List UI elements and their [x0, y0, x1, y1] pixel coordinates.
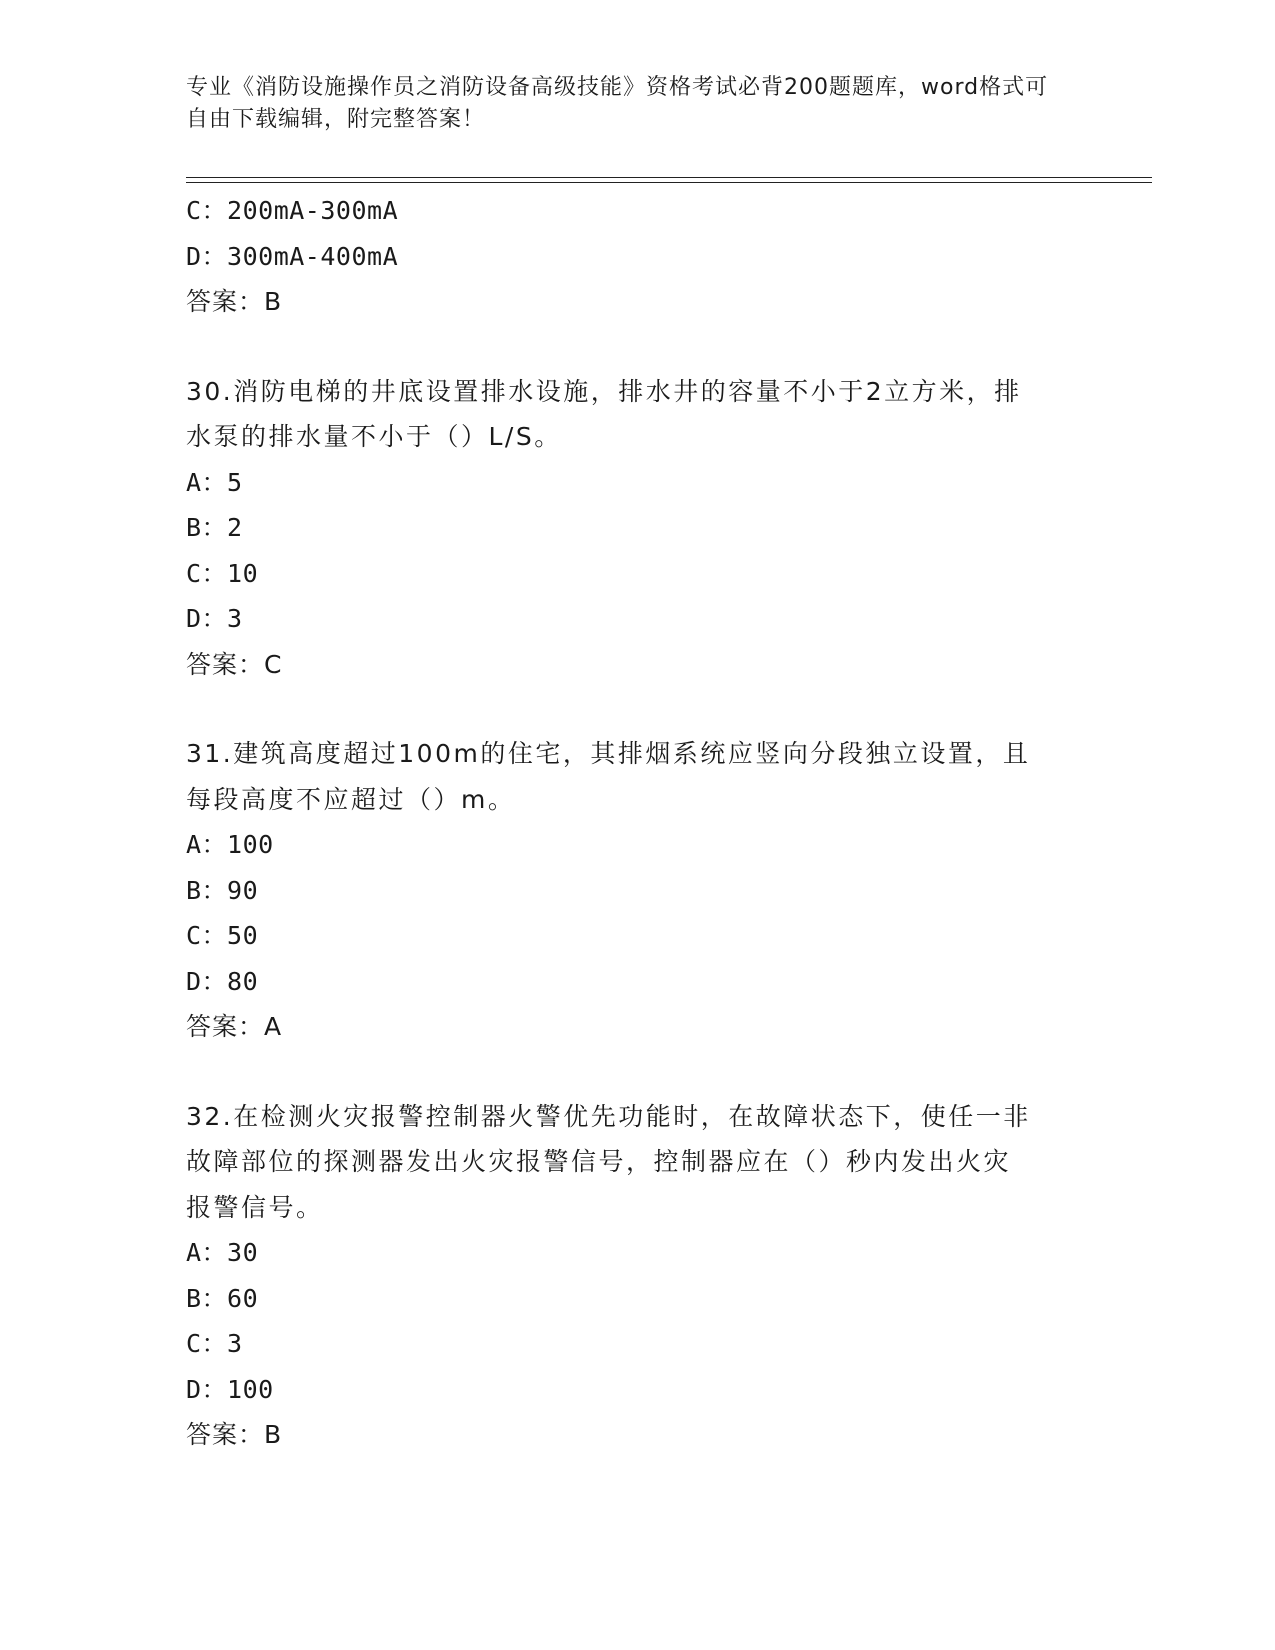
- answer-line: 答案：B: [186, 287, 283, 316]
- option-d: D：80: [186, 966, 259, 996]
- question-text-line: 报警信号。: [186, 1192, 324, 1222]
- question-text-line: 每段高度不应超过（）m。: [186, 784, 516, 814]
- answer-line: 答案：A: [186, 1012, 283, 1041]
- option-c: C：200mA-300mA: [186, 196, 399, 225]
- option-c: C：3: [186, 1329, 243, 1358]
- answer-line: 答案：B: [186, 1420, 283, 1449]
- question-text-line: 30.消防电梯的井底设置排水设施，排水井的容量不小于2立方米，排: [186, 376, 1022, 406]
- option-d: D：3: [186, 604, 243, 633]
- question-text-line: 32.在检测火灾报警控制器火警优先功能时，在故障状态下，使任一非: [186, 1101, 1031, 1131]
- option-c: C：10: [186, 558, 259, 588]
- question-list: [186, 188, 1086, 1458]
- question-text-line: 故障部位的探测器发出火灾报警信号，控制器应在（）秒内发出火灾: [186, 1147, 1012, 1176]
- spacer: [186, 325, 1086, 369]
- option-b: B：90: [186, 875, 259, 905]
- option-a: A：30: [186, 1238, 259, 1267]
- answer-line: 答案：C: [186, 649, 283, 679]
- option-a: A：5: [186, 467, 243, 497]
- option-b: B：60: [186, 1283, 259, 1313]
- option-a: A：100: [186, 830, 274, 859]
- spacer: [186, 1050, 1086, 1094]
- option-b: B：2: [186, 513, 243, 542]
- question-text-line: 水泵的排水量不小于（）L/S。: [186, 422, 562, 451]
- option-d: D：100: [186, 1374, 274, 1404]
- option-d: D：300mA-400mA: [186, 241, 399, 271]
- spacer: [186, 687, 1086, 731]
- header-rule-bottom: [186, 182, 1152, 183]
- document-header: 专业《消防设施操作员之消防设备高级技能》资格考试必背200题题库，word格式可自由下载编辑，附完整答案！: [186, 75, 1049, 132]
- header-rule-top: [186, 177, 1152, 178]
- question-31: [186, 731, 1086, 1050]
- question-30: [186, 369, 1086, 688]
- question-text-line: 31.建筑高度超过100m的住宅，其排烟系统应竖向分段独立设置，且: [186, 739, 1031, 768]
- option-c: C：50: [186, 921, 259, 950]
- question-32: [186, 1094, 1086, 1458]
- question-continuation: [186, 188, 1086, 325]
